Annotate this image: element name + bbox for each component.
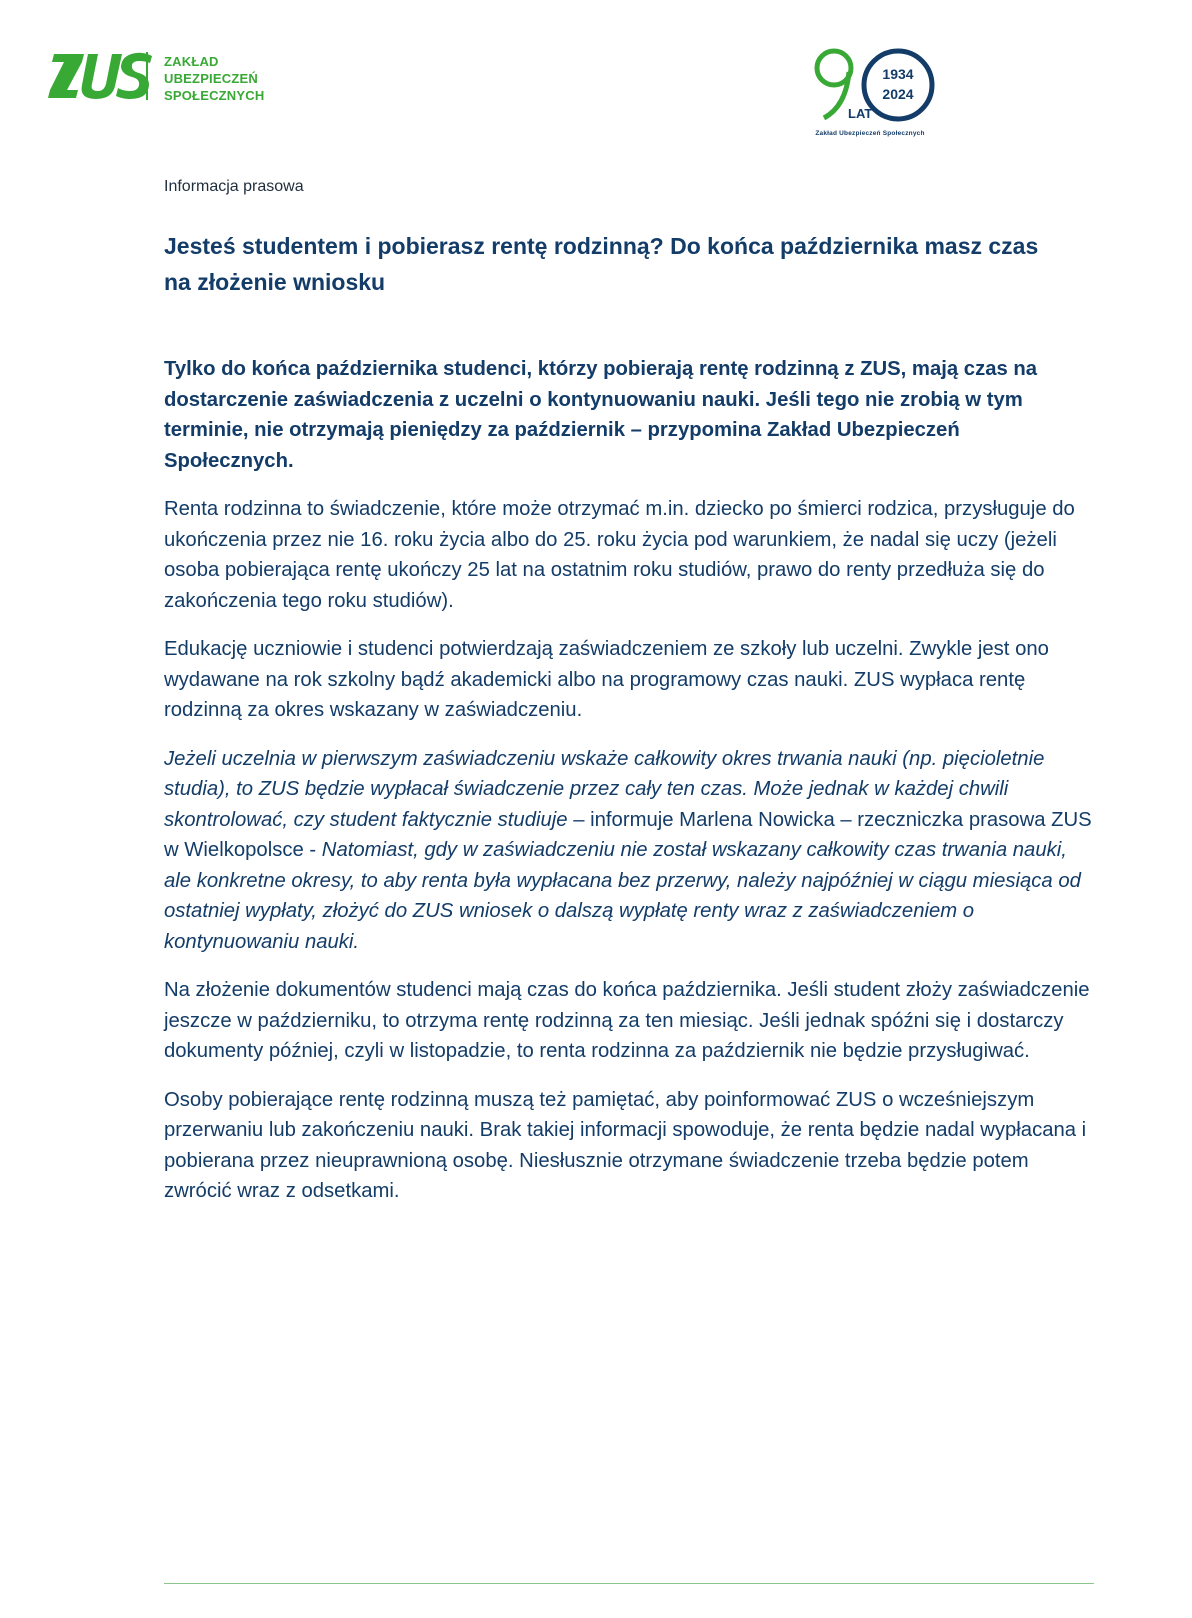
paragraph-3: Na złożenie dokumentów studenci mają czas do końca października. Jeśli student złoży zaświadczenie jeszcze w październiku, to otrzyma rentę rodzinną za ten miesiąc. Jeśli jednak spóźni się i dostarczy dokumenty później, czyli w listopadzie, to renta rodzinna za październik nie będzie przysługiwać. [164, 979, 1090, 1062]
quote-paragraph [164, 744, 1094, 958]
anniversary-caption: Zakład Ubezpieczeń Społecznych [815, 130, 925, 137]
zus-logo-mark [48, 50, 156, 102]
quote-part-2: Natomiast, gdy w zaświadczeniu nie został wskazany całkowity czas trwania nauki, ale konkretne okresy, to aby renta była wypłacana bez przerwy, należy najpóźniej w ciągu miesiąca od ostatniej wypłaty, złożyć do ZUS wniosek o dalszą wypłatę renty wraz z zaświadczeniem o kontynuowaniu nauki. [164, 839, 1081, 953]
document-body [164, 354, 1094, 1225]
paragraph-2: Edukację uczniowie i studenci potwierdzają zaświadczeniem ze szkoły lub uczelni. Zwykle jest ono wydawane na rok szkolny bądź akademicki albo na programowy czas nauki. ZUS wypłaca rentę rodzinną za okres wskazany w zaświadczeniu. [164, 638, 1049, 721]
paragraph-4: Osoby pobierające rentę rodzinną muszą też pamiętać, aby poinformować ZUS o wcześniejszym przerwaniu lub zakończeniu nauki. Brak takiej informacji spowoduje, że renta będzie nadal wypłacana i pobierana przez nieuprawnioną osobę. Niesłusznie otrzymane świadczenie trzeba będzie potem zwrócić wraz z odsetkami. [164, 1088, 1087, 1202]
document-label: Informacja prasowa [164, 178, 304, 195]
quote-attribution: – informuje Marlena Nowicka – rzeczniczka prasowa ZUS w Wielkopolsce - [164, 808, 1092, 861]
year-start: 1934 [882, 66, 914, 82]
anniversary-unit: LAT [848, 106, 873, 121]
lead-paragraph: Tylko do końca października studenci, którzy pobierają rentę rodzinną z ZUS, mają czas na dostarczenie zaświadczenia z uczelni o kontynuowaniu nauki. Jeśli tego nie zrobią w tym terminie, nie otrzymają pieniędzy za październik – przypomina Zakład Ubezpieczeń Społecznych. [164, 358, 1038, 472]
quote-part-1: Jeżeli uczelnia w pierwszym zaświadczeniu wskaże całkowity okres trwania nauki (np. pięcioletnie studia), to ZUS będzie wypłacał świadczenie przez cały ten czas. Może jednak w każdej chwili skontrolować, czy student faktycznie studiuje [164, 747, 1045, 831]
document-title: Jesteś studentem i pobierasz rentę rodzinną? Do końca października masz czas na złożenie wniosku [164, 233, 1039, 295]
year-end: 2024 [882, 86, 914, 102]
zus-logo [48, 50, 308, 106]
zus-name [164, 53, 264, 104]
zus-name-line-1: ZAKŁAD [164, 54, 219, 69]
footer-rule [164, 1583, 1094, 1584]
logo-divider [146, 52, 148, 100]
paragraph-1: Renta rodzinna to świadczenie, które może otrzymać m.in. dziecko po śmierci rodzica, przysługuje do ukończenia przez nie 16. roku życia albo do 25. roku życia pod warunkiem, że nadal się uczy (jeżeli osoba pobierająca rentę ukończy 25 lat na ostatnim roku studiów, prawo do renty przedłuża się do zakończenia tego roku studiów). [164, 498, 1075, 612]
anniversary-logo [806, 44, 956, 144]
zus-name-line-2: UBEZPIECZEŃ [164, 71, 258, 86]
zus-name-line-3: SPOŁECZNYCH [164, 88, 265, 103]
